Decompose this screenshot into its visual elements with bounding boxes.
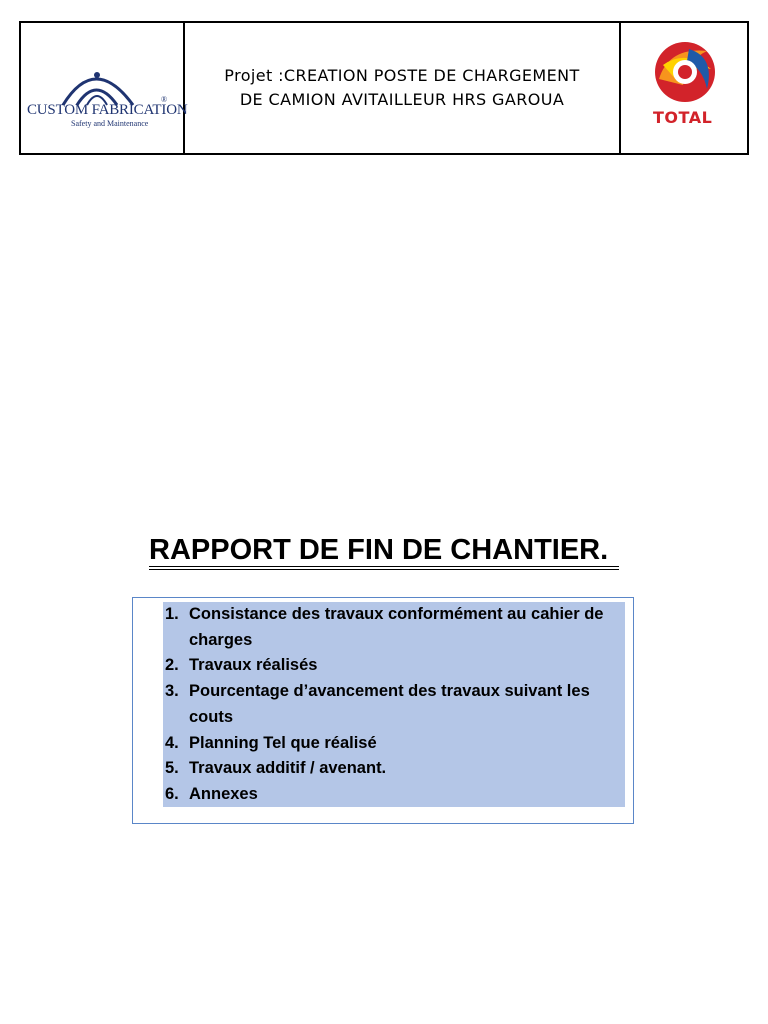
custom-fabrication-tagline: Safety and Maintenance: [71, 119, 149, 128]
list-item: [165, 756, 620, 782]
registered-mark: ®: [161, 95, 168, 104]
project-title-line-1: Projet :CREATION POSTE DE CHARGEMENT: [224, 66, 580, 85]
total-logo-word: TOTAL: [653, 108, 713, 127]
list-item-text: Consistance des travaux conformément au cahier de charges: [189, 605, 604, 649]
title-underline-bottom: [149, 569, 619, 570]
list-item-text: Travaux réalisés: [189, 656, 318, 675]
custom-fabrication-logo-cell: [21, 23, 188, 153]
list-item-text: Annexes: [189, 784, 258, 803]
list-item: [165, 602, 620, 653]
list-item-number: 6.: [165, 784, 179, 803]
list-item: [165, 782, 620, 808]
list-item-text: Travaux additif / avenant.: [189, 759, 387, 778]
list-item-number: 5.: [165, 759, 179, 778]
document-title: RAPPORT DE FIN DE CHANTIER.: [149, 534, 609, 566]
total-logo-cell: [621, 23, 747, 153]
table-of-contents-list: [165, 602, 620, 808]
list-item-text: Planning Tel que réalisé: [189, 733, 377, 752]
total-logo-icon: [649, 39, 721, 105]
list-item: [165, 679, 620, 730]
list-item-number: 3.: [165, 682, 179, 701]
list-item-text: Pourcentage d’avancement des travaux suivant les couts: [189, 682, 590, 726]
list-item: [165, 653, 620, 679]
list-item-number: 2.: [165, 656, 179, 675]
list-item-number: 1.: [165, 605, 179, 623]
list-item: [165, 731, 620, 757]
project-title-line-2: DE CAMION AVITAILLEUR HRS GAROUA: [239, 90, 565, 109]
project-title-cell: [185, 23, 621, 153]
list-item-number: 4.: [165, 733, 179, 752]
title-underline-top: [149, 566, 619, 567]
custom-fabrication-name: CUSTOM FABRICATION: [27, 102, 188, 118]
header-table: [19, 21, 749, 155]
